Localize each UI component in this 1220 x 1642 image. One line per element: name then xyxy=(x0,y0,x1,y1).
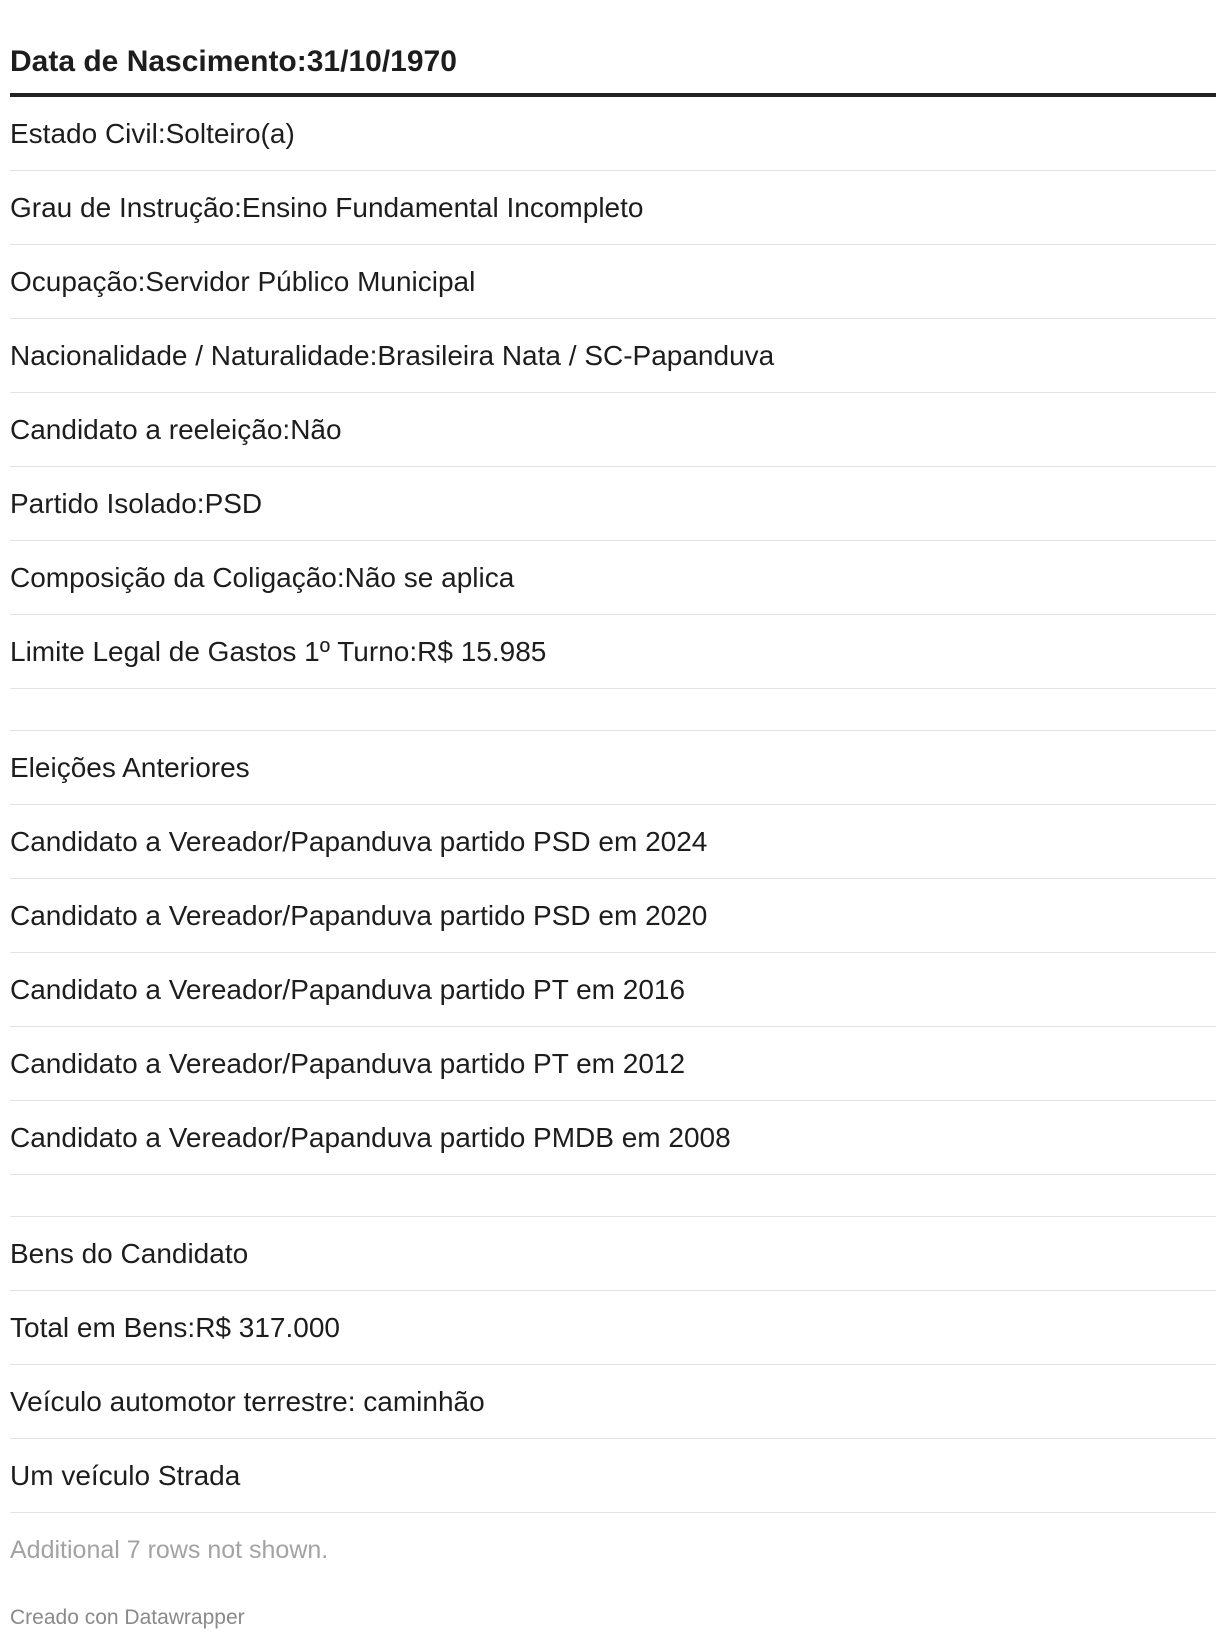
table-row xyxy=(10,1175,1216,1217)
row-text: Candidato a Vereador/Papanduva partido PSD em 2024 xyxy=(10,826,708,857)
datawrapper-credit[interactable]: Creado con Datawrapper xyxy=(10,1606,245,1629)
table-row xyxy=(10,879,1216,953)
table-row xyxy=(10,1101,1216,1175)
table-row xyxy=(10,467,1216,541)
table-body xyxy=(10,97,1216,1513)
table-row xyxy=(10,731,1216,805)
table-row xyxy=(10,1027,1216,1101)
table-row xyxy=(10,805,1216,879)
row-text: Veículo automotor terrestre: caminhão xyxy=(10,1386,485,1417)
table-row xyxy=(10,1365,1216,1439)
row-text: Estado Civil:Solteiro(a) xyxy=(10,118,295,149)
row-text: Bens do Candidato xyxy=(10,1238,249,1269)
row-text: Candidato a Vereador/Papanduva partido PSD em 2020 xyxy=(10,900,708,931)
row-text: Nacionalidade / Naturalidade:Brasileira Nata / SC-Papanduva xyxy=(10,340,775,371)
row-text: Candidato a Vereador/Papanduva partido PT em 2016 xyxy=(10,974,686,1005)
row-text: Candidato a Vereador/Papanduva partido PMDB em 2008 xyxy=(10,1122,731,1153)
table-row xyxy=(10,615,1216,689)
table-header xyxy=(10,0,1216,97)
rows-hidden-note: Additional 7 rows not shown. xyxy=(10,1536,329,1564)
row-text: Grau de Instrução:Ensino Fundamental Incompleto xyxy=(10,192,644,223)
row-text: Candidato a reeleição:Não xyxy=(10,414,342,445)
table-row xyxy=(10,1291,1216,1365)
table-row xyxy=(10,953,1216,1027)
row-text: Composição da Coligação:Não se aplica xyxy=(10,562,515,593)
row-text: Candidato a Vereador/Papanduva partido PT em 2012 xyxy=(10,1048,686,1079)
table-row xyxy=(10,97,1216,171)
row-text: Partido Isolado:PSD xyxy=(10,488,263,519)
data-table xyxy=(10,0,1216,1513)
table-row xyxy=(10,541,1216,615)
row-text: Eleições Anteriores xyxy=(10,752,250,783)
table-row xyxy=(10,393,1216,467)
table-row xyxy=(10,171,1216,245)
table-row xyxy=(10,689,1216,731)
header-label: Data de Nascimento:31/10/1970 xyxy=(10,45,457,78)
table-row xyxy=(10,1439,1216,1513)
table-row xyxy=(10,319,1216,393)
table-row xyxy=(10,1217,1216,1291)
row-text: Um veículo Strada xyxy=(10,1460,241,1491)
row-text: Total em Bens:R$ 317.000 xyxy=(10,1312,340,1343)
table-row xyxy=(10,245,1216,319)
row-text: Limite Legal de Gastos 1º Turno:R$ 15.985 xyxy=(10,636,547,667)
row-text: Ocupação:Servidor Público Municipal xyxy=(10,266,476,297)
